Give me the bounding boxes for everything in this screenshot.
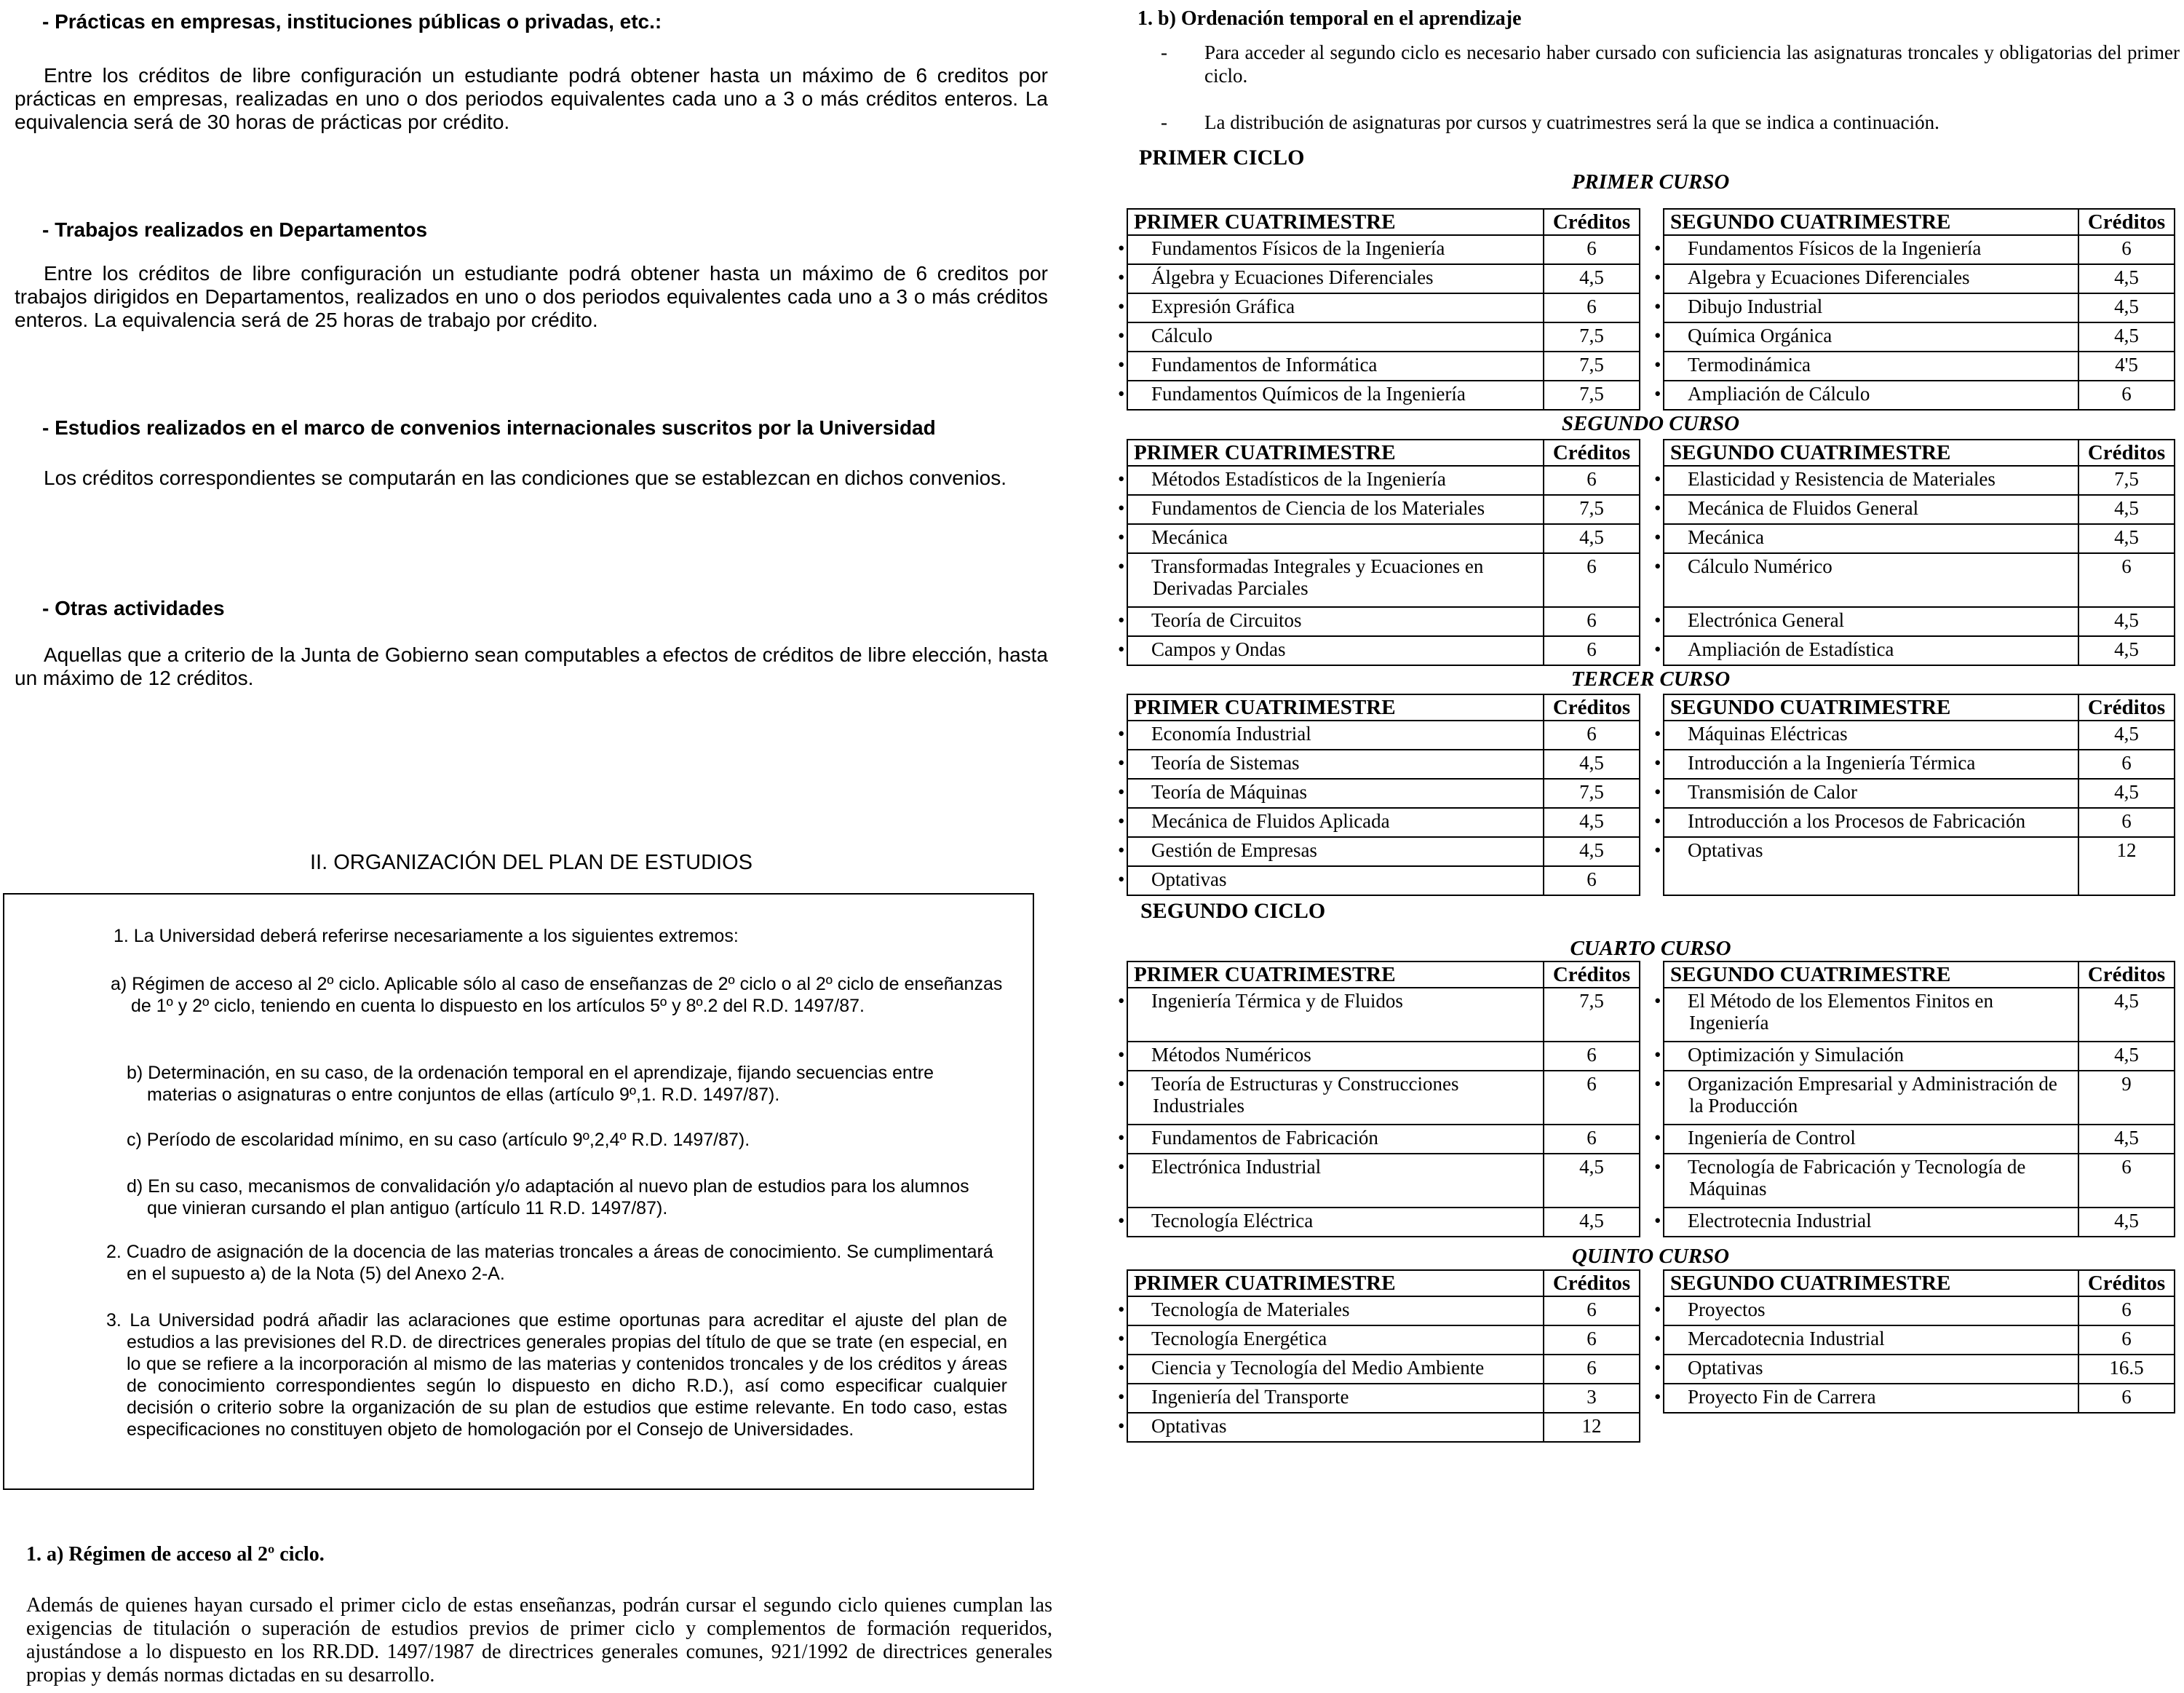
subject-row (1127, 381, 1640, 410)
credits-value: 6 (1544, 721, 1640, 750)
subject-row (1127, 1208, 1640, 1237)
year-title: QUINTO CURSO (1571, 1245, 1730, 1268)
bullet-icon: • (1118, 1328, 1125, 1349)
term-header: PRIMER CUATRIMESTRE (1127, 440, 1544, 466)
box-item-2: 2. Cuadro de asignación de la docencia de las materias troncales a áreas de conocimiento. Se cumplimentará en el supuesto a) de la Nota (5) del Anexo 2-A. (106, 1242, 993, 1284)
credits-value: 4'5 (2078, 352, 2175, 381)
subject-name: • Tecnología Eléctrica (1127, 1208, 1544, 1237)
subject-row (1127, 553, 1640, 607)
subject-name: • Campos y Ondas (1127, 636, 1544, 665)
credits-value: 12 (1544, 1413, 1640, 1442)
bullet-icon: • (1118, 354, 1125, 376)
credits-value: 4,5 (2078, 988, 2175, 1042)
bullet-icon: • (1654, 1044, 1661, 1066)
term-header: SEGUNDO CUATRIMESTRE (1664, 440, 2078, 466)
subject-name: • Mecánica de Fluidos Aplicada (1127, 808, 1544, 837)
bullet-icon: • (1654, 1210, 1661, 1232)
subject-row (1664, 1325, 2175, 1355)
credits-value: 7,5 (1544, 779, 1640, 808)
credits-header: Créditos (2078, 209, 2175, 235)
credits-value: 4,5 (2078, 636, 2175, 665)
subject-name: • Teoría de Estructuras y Construcciones Industriales (1127, 1071, 1544, 1125)
bullet-icon: • (1654, 781, 1661, 803)
subject-row (1664, 1296, 2175, 1325)
subject-name: • Introducción a los Procesos de Fabricación (1664, 808, 2078, 837)
bullet-icon: • (1118, 752, 1125, 774)
subject-row (1664, 837, 2175, 895)
bullet-icon: • (1118, 839, 1125, 861)
subject-row (1664, 524, 2175, 553)
credits-value: 6 (2078, 1296, 2175, 1325)
dash-item (1161, 41, 2180, 87)
credits-value: 4,5 (2078, 293, 2175, 322)
credits-value: 4,5 (2078, 607, 2175, 636)
credits-value: 6 (1544, 1042, 1640, 1071)
subject-row (1664, 352, 2175, 381)
bullet-icon: • (1654, 526, 1661, 548)
credits-value: 6 (1544, 607, 1640, 636)
credits-value: 4,5 (1544, 264, 1640, 293)
subject-row (1127, 866, 1640, 895)
dash-item (1161, 111, 2180, 134)
subject-row (1127, 1071, 1640, 1125)
credits-value: 6 (1544, 866, 1640, 895)
bullet-icon: • (1654, 752, 1661, 774)
subject-name: • Transformadas Integrales y Ecuaciones en Derivadas Parciales (1127, 553, 1544, 607)
subject-name: • Elasticidad y Resistencia de Materiales (1664, 466, 2078, 495)
cycle-label: PRIMER CICLO (1139, 146, 1305, 170)
requirements-box (3, 893, 1034, 1490)
credits-value: 7,5 (2078, 466, 2175, 495)
dash-text: La distribución de asignaturas por cursos y cuatrimestres será la que se indica a continuación. (1204, 111, 1939, 133)
term-header: SEGUNDO CUATRIMESTRE (1664, 694, 2078, 721)
term-header: SEGUNDO CUATRIMESTRE (1664, 962, 2078, 988)
year-title: TERCER CURSO (1571, 667, 1731, 691)
subject-row (1127, 466, 1640, 495)
bullet-icon: • (1654, 1328, 1661, 1349)
credits-value: 6 (1544, 1125, 1640, 1154)
subject-name: • Termodinámica (1664, 352, 2078, 381)
section-heading: - Prácticas en empresas, instituciones públicas o privadas, etc.: (42, 10, 662, 33)
box-item-c: c) Período de escolaridad mínimo, en su caso (artículo 9º,2,4º R.D. 1497/87). (127, 1130, 750, 1150)
box-item-3: 3. La Universidad podrá añadir las aclaraciones que estime oportunas para acreditar el ajuste del plan de estudios a las previsiones del R.D. de directrices generales propias del título de que se trate (en especial, en lo que se refiere a la incorporación al mismo de las materias y contenidos troncales y de los créditos y áreas de conocimiento correspondientes según lo dispuesto en dicho R.D.), así como especificar cualquier decisión o criterio sobre la organización de su plan de estudios que estime relevante. En todo caso, estas especificaciones no constituyen objeto de homologación por el Consejo de Universidades. (106, 1310, 1007, 1440)
subject-name: • Ampliación de Estadística (1664, 636, 2078, 665)
subject-row (1664, 495, 2175, 524)
second-term-table (1654, 208, 2175, 411)
subject-row (1664, 1042, 2175, 1071)
bullet-icon: • (1118, 609, 1125, 631)
bullet-icon: • (1654, 1386, 1661, 1408)
credits-value: 6 (1544, 235, 1640, 264)
dash-mark: - (1161, 111, 1167, 133)
credits-value: 4,5 (2078, 779, 2175, 808)
subject-row (1664, 1125, 2175, 1154)
subject-row (1127, 1296, 1640, 1325)
subject-row (1127, 837, 1640, 866)
bullet-icon: • (1118, 383, 1125, 405)
bullet-icon: • (1654, 638, 1661, 660)
subject-row (1664, 1071, 2175, 1125)
bullet-icon: • (1118, 296, 1125, 317)
credits-header: Créditos (1544, 1270, 1640, 1296)
second-term-table (1654, 439, 2175, 666)
bullet-icon: • (1118, 1127, 1125, 1149)
box-item-b: b) Determinación, en su caso, de la ordenación temporal en el aprendizaje, fijando secuencias entre materias o asignaturas o entre conjuntos de ellas (artículo 9º,1. R.D. 1497/87). (127, 1063, 934, 1105)
section-text: Entre los créditos de libre configuración un estudiante podrá obtener hasta un máximo de 6 creditos por trabajos dirigidos en Departamentos, realizados en uno o dos periodos equivalentes cada uno a 3 o más créditos enteros. La equivalencia será de 25 horas de trabajo por crédito. (15, 262, 1048, 331)
subject-row (1127, 1355, 1640, 1384)
subject-name: • Fundamentos Físicos de la Ingeniería (1664, 235, 2078, 264)
bullet-icon: • (1118, 266, 1125, 288)
section-heading: - Trabajos realizados en Departamentos (42, 218, 428, 241)
credits-header: Créditos (1544, 694, 1640, 721)
credits-header: Créditos (2078, 962, 2175, 988)
credits-value: 7,5 (1544, 495, 1640, 524)
first-term-table (1118, 961, 1640, 1237)
credits-value: 6 (1544, 1325, 1640, 1355)
credits-value: 4,5 (1544, 1208, 1640, 1237)
bullet-icon: • (1118, 325, 1125, 346)
bullet-icon: • (1118, 990, 1125, 1012)
subject-name: • Mecánica (1127, 524, 1544, 553)
term-header: SEGUNDO CUATRIMESTRE (1664, 209, 2078, 235)
cycle-label: SEGUNDO CICLO (1140, 899, 1326, 923)
subject-row (1127, 1413, 1640, 1442)
subject-name: • Álgebra y Ecuaciones Diferenciales (1127, 264, 1544, 293)
subject-row (1127, 524, 1640, 553)
credits-value: 4,5 (1544, 524, 1640, 553)
bullet-icon: • (1654, 990, 1661, 1012)
bullet-icon: • (1654, 266, 1661, 288)
credits-value: 3 (1544, 1384, 1640, 1413)
subject-name: • Máquinas Eléctricas (1664, 721, 2078, 750)
bullet-icon: • (1118, 1357, 1125, 1379)
credits-value: 6 (1544, 1071, 1640, 1125)
bullet-icon: • (1118, 1044, 1125, 1066)
bullet-icon: • (1118, 868, 1125, 890)
subject-row (1664, 466, 2175, 495)
subject-name: • Optativas (1664, 1355, 2078, 1384)
subject-row (1664, 1208, 2175, 1237)
subject-name: • Electrónica Industrial (1127, 1154, 1544, 1208)
subject-row (1127, 293, 1640, 322)
subject-row (1664, 235, 2175, 264)
second-term-table (1654, 1269, 2175, 1414)
bullet-icon: • (1118, 1415, 1125, 1437)
credits-value: 4,5 (2078, 721, 2175, 750)
subject-row (1127, 235, 1640, 264)
credits-value: 6 (2078, 553, 2175, 607)
credits-header: Créditos (2078, 440, 2175, 466)
bullet-icon: • (1654, 609, 1661, 631)
subject-name: • Métodos Numéricos (1127, 1042, 1544, 1071)
subject-row (1664, 1384, 2175, 1413)
subject-name: • Expresión Gráfica (1127, 293, 1544, 322)
credits-value: 12 (2078, 837, 2175, 895)
credits-value: 4,5 (1544, 837, 1640, 866)
bullet-icon: • (1654, 1156, 1661, 1178)
bullet-icon: • (1654, 1357, 1661, 1379)
credits-value: 7,5 (1544, 352, 1640, 381)
subject-name: • El Método de los Elementos Finitos en Ingeniería (1664, 988, 2078, 1042)
bullet-icon: • (1654, 383, 1661, 405)
subject-name: • Fundamentos de Informática (1127, 352, 1544, 381)
subject-name: • Transmisión de Calor (1664, 779, 2078, 808)
first-term-table (1118, 694, 1640, 896)
subject-name: • Proyectos (1664, 1296, 2078, 1325)
section-text: Aquellas que a criterio de la Junta de Gobierno sean computables a efectos de créditos de libre elección, hasta un máximo de 12 créditos. (15, 643, 1048, 689)
subject-name: • Tecnología de Fabricación y Tecnología de Máquinas (1664, 1154, 2078, 1208)
bullet-icon: • (1118, 723, 1125, 745)
credits-value: 6 (1544, 553, 1640, 607)
subject-name: • Fundamentos Físicos de la Ingeniería (1127, 235, 1544, 264)
subject-name: • Ingeniería de Control (1664, 1125, 2078, 1154)
subject-name: • Economía Industrial (1127, 721, 1544, 750)
year-title: SEGUNDO CURSO (1561, 412, 1740, 435)
subject-name: • Cálculo Numérico (1664, 553, 2078, 607)
bullet-icon: • (1118, 1073, 1125, 1095)
credits-header: Créditos (2078, 1270, 2175, 1296)
subject-name: • Electrotecnia Industrial (1664, 1208, 2078, 1237)
section-heading: - Otras actividades (42, 597, 225, 619)
bullet-icon: • (1118, 1299, 1125, 1320)
section-text: Los créditos correspondientes se computarán en las condiciones que se establezcan en dichos convenios. (44, 467, 1007, 489)
credits-value: 7,5 (1544, 322, 1640, 352)
subject-name: • Optativas (1127, 866, 1544, 895)
term-header: PRIMER CUATRIMESTRE (1127, 1270, 1544, 1296)
credits-value: 6 (2078, 808, 2175, 837)
credits-value: 6 (2078, 235, 2175, 264)
credits-header: Créditos (2078, 694, 2175, 721)
bullet-icon: • (1654, 354, 1661, 376)
subject-row (1127, 1125, 1640, 1154)
subject-row (1664, 750, 2175, 779)
subject-row (1127, 808, 1640, 837)
bullet-icon: • (1118, 1386, 1125, 1408)
subject-row (1127, 988, 1640, 1042)
bullet-icon: • (1654, 810, 1661, 832)
bullet-icon: • (1118, 237, 1125, 259)
subject-name: • Química Orgánica (1664, 322, 2078, 352)
bullet-icon: • (1118, 1210, 1125, 1232)
credits-value: 16.5 (2078, 1355, 2175, 1384)
credits-value: 4,5 (1544, 750, 1640, 779)
bullet-icon: • (1654, 555, 1661, 577)
subject-row (1664, 1355, 2175, 1384)
credits-value: 4,5 (1544, 808, 1640, 837)
subject-row (1664, 636, 2175, 665)
subject-name: • Tecnología Energética (1127, 1325, 1544, 1355)
first-term-table (1118, 1269, 1640, 1443)
subject-row (1664, 808, 2175, 837)
section-heading: - Estudios realizados en el marco de convenios internacionales suscritos por la Universidad (42, 416, 936, 439)
subject-row (1664, 381, 2175, 410)
credits-value: 4,5 (1544, 1154, 1640, 1208)
subject-name: • Dibujo Industrial (1664, 293, 2078, 322)
bullet-icon: • (1118, 638, 1125, 660)
subject-name: • Mecánica de Fluidos General (1664, 495, 2078, 524)
credits-value: 4,5 (2078, 1042, 2175, 1071)
subject-row (1127, 1042, 1640, 1071)
org-title: II. ORGANIZACIÓN DEL PLAN DE ESTUDIOS (309, 851, 753, 874)
bullet-icon: • (1118, 810, 1125, 832)
bullet-icon: • (1654, 325, 1661, 346)
dash-text: Para acceder al segundo ciclo es necesario haber cursado con suficiencia las asignaturas troncales y obligatorias del primer ciclo. (1204, 41, 2180, 87)
subject-name: • Organización Empresarial y Administración de la Producción (1664, 1071, 2078, 1125)
box-item-d: d) En su caso, mecanismos de convalidación y/o adaptación al nuevo plan de estudios para los alumnos que vinieran cursando el plan antiguo (artículo 11 R.D. 1497/87). (127, 1176, 969, 1218)
section-text: Entre los créditos de libre configuración un estudiante podrá obtener hasta un máximo de 6 creditos por prácticas en empresas, realizadas en uno o dos periodos equivalentes cada uno a 3 o más créditos enteros. La equivalencia será de 30 horas de prácticas por crédito. (15, 64, 1048, 133)
credits-value: 4,5 (2078, 322, 2175, 352)
subject-name: • Fundamentos de Fabricación (1127, 1125, 1544, 1154)
bullet-icon: • (1654, 497, 1661, 519)
subject-name: • Métodos Estadísticos de la Ingeniería (1127, 466, 1544, 495)
regimen-heading: 1. a) Régimen de acceso al 2º ciclo. (26, 1543, 325, 1566)
subject-row (1664, 264, 2175, 293)
credits-value: 7,5 (1544, 988, 1640, 1042)
subject-name: • Electrónica General (1664, 607, 2078, 636)
credits-value: 6 (2078, 1384, 2175, 1413)
bullet-icon: • (1118, 468, 1125, 490)
subject-row (1664, 607, 2175, 636)
credits-value: 6 (1544, 1296, 1640, 1325)
credits-header: Créditos (1544, 209, 1640, 235)
credits-value: 6 (2078, 1325, 2175, 1355)
bullet-icon: • (1654, 1299, 1661, 1320)
bullet-icon: • (1654, 839, 1661, 861)
subject-row (1127, 264, 1640, 293)
credits-value: 6 (1544, 636, 1640, 665)
subject-row (1664, 779, 2175, 808)
subject-name: • Gestión de Empresas (1127, 837, 1544, 866)
subject-row (1127, 1384, 1640, 1413)
subject-row (1127, 352, 1640, 381)
box-item-1: 1. La Universidad deberá referirse necesariamente a los siguientes extremos: (114, 926, 739, 946)
subject-name: • Mecánica (1664, 524, 2078, 553)
subject-name: • Cálculo (1127, 322, 1544, 352)
term-header: PRIMER CUATRIMESTRE (1127, 209, 1544, 235)
section-practicas (42, 10, 1061, 33)
subject-name: • Teoría de Circuitos (1127, 607, 1544, 636)
subject-row (1127, 322, 1640, 352)
subject-name: • Ingeniería Térmica y de Fluidos (1127, 988, 1544, 1042)
subject-row (1127, 495, 1640, 524)
second-term-table (1654, 694, 2175, 896)
year-title: CUARTO CURSO (1570, 937, 1731, 960)
dash-mark: - (1161, 41, 1167, 63)
bullet-icon: • (1118, 781, 1125, 803)
bullet-icon: • (1654, 1073, 1661, 1095)
credits-value: 6 (1544, 293, 1640, 322)
subject-row (1127, 721, 1640, 750)
bullet-icon: • (1118, 555, 1125, 577)
subject-row (1664, 553, 2175, 607)
subject-row (1127, 1154, 1640, 1208)
credits-value: 4,5 (2078, 1125, 2175, 1154)
second-term-table (1654, 961, 2175, 1237)
subject-row (1127, 607, 1640, 636)
term-header: PRIMER CUATRIMESTRE (1127, 694, 1544, 721)
bullet-icon: • (1654, 1127, 1661, 1149)
regimen-section (26, 1543, 1052, 1687)
year-title: PRIMER CURSO (1571, 170, 1730, 194)
subject-name: • Ingeniería del Transporte (1127, 1384, 1544, 1413)
regimen-text: Además de quienes hayan cursado el primer ciclo de estas enseñanzas, podrán cursar el segundo ciclo quienes cumplan las exigencias de titulación o superación de estudios previos de primer ciclo y complementos de formación requeridos, ajustándose a lo dispuesto en los RR.DD. 1497/1987 de directrices generales comunes, 921/1992 de directrices generales propias y demás normas dictadas en su desarrollo. (26, 1594, 1052, 1686)
subject-name: • Optimización y Simulación (1664, 1042, 2078, 1071)
credits-value: 6 (1544, 1355, 1640, 1384)
term-header: SEGUNDO CUATRIMESTRE (1664, 1270, 2078, 1296)
subject-name: • Algebra y Ecuaciones Diferenciales (1664, 264, 2078, 293)
subject-name: • Ciencia y Tecnología del Medio Ambiente (1127, 1355, 1544, 1384)
credits-value: 6 (2078, 1154, 2175, 1208)
credits-value: 6 (2078, 381, 2175, 410)
box-item-a: a) Régimen de acceso al 2º ciclo. Aplicable sólo al caso de enseñanzas de 2º ciclo o al 2º ciclo de enseñanzas de 1º y 2º ciclo, teniendo en cuenta lo dispuesto en los artículos 5º y 8º.2 del R.D. 1497/87. (111, 974, 1003, 1016)
subject-name: • Tecnología de Materiales (1127, 1296, 1544, 1325)
subject-name: • Teoría de Sistemas (1127, 750, 1544, 779)
subject-name: • Fundamentos Químicos de la Ingeniería (1127, 381, 1544, 410)
subject-row (1127, 1325, 1640, 1355)
bullet-icon: • (1654, 296, 1661, 317)
subject-name: • Mercadotecnia Industrial (1664, 1325, 2078, 1355)
credits-header: Créditos (1544, 440, 1640, 466)
credits-value: 6 (2078, 750, 2175, 779)
ordenacion-heading: 1. b) Ordenación temporal en el aprendizaje (1137, 7, 1522, 30)
bullet-icon: • (1118, 497, 1125, 519)
subject-row (1664, 1154, 2175, 1208)
subject-name: • Ampliación de Cálculo (1664, 381, 2078, 410)
subject-row (1127, 636, 1640, 665)
subject-row (1664, 988, 2175, 1042)
credits-value: 4,5 (2078, 495, 2175, 524)
credits-value: 6 (1544, 466, 1640, 495)
credits-value: 4,5 (2078, 524, 2175, 553)
subject-name: • Fundamentos de Ciencia de los Materiales (1127, 495, 1544, 524)
bullet-icon: • (1654, 468, 1661, 490)
term-header: PRIMER CUATRIMESTRE (1127, 962, 1544, 988)
subject-name: • Optativas (1127, 1413, 1544, 1442)
subject-row (1664, 293, 2175, 322)
credits-value: 4,5 (2078, 264, 2175, 293)
bullet-icon: • (1118, 1156, 1125, 1178)
subject-name: • Optativas (1664, 837, 2078, 895)
subject-row (1127, 750, 1640, 779)
subject-name: • Introducción a la Ingeniería Térmica (1664, 750, 2078, 779)
first-term-table (1118, 208, 1640, 411)
bullet-icon: • (1654, 723, 1661, 745)
credits-header: Créditos (1544, 962, 1640, 988)
subject-name: • Teoría de Máquinas (1127, 779, 1544, 808)
subject-row (1127, 779, 1640, 808)
first-term-table (1118, 439, 1640, 666)
subject-row (1664, 721, 2175, 750)
credits-value: 7,5 (1544, 381, 1640, 410)
subject-row (1664, 322, 2175, 352)
bullet-icon: • (1118, 526, 1125, 548)
subject-name: • Proyecto Fin de Carrera (1664, 1384, 2078, 1413)
credits-value: 4,5 (2078, 1208, 2175, 1237)
bullet-icon: • (1654, 237, 1661, 259)
credits-value: 9 (2078, 1071, 2175, 1125)
